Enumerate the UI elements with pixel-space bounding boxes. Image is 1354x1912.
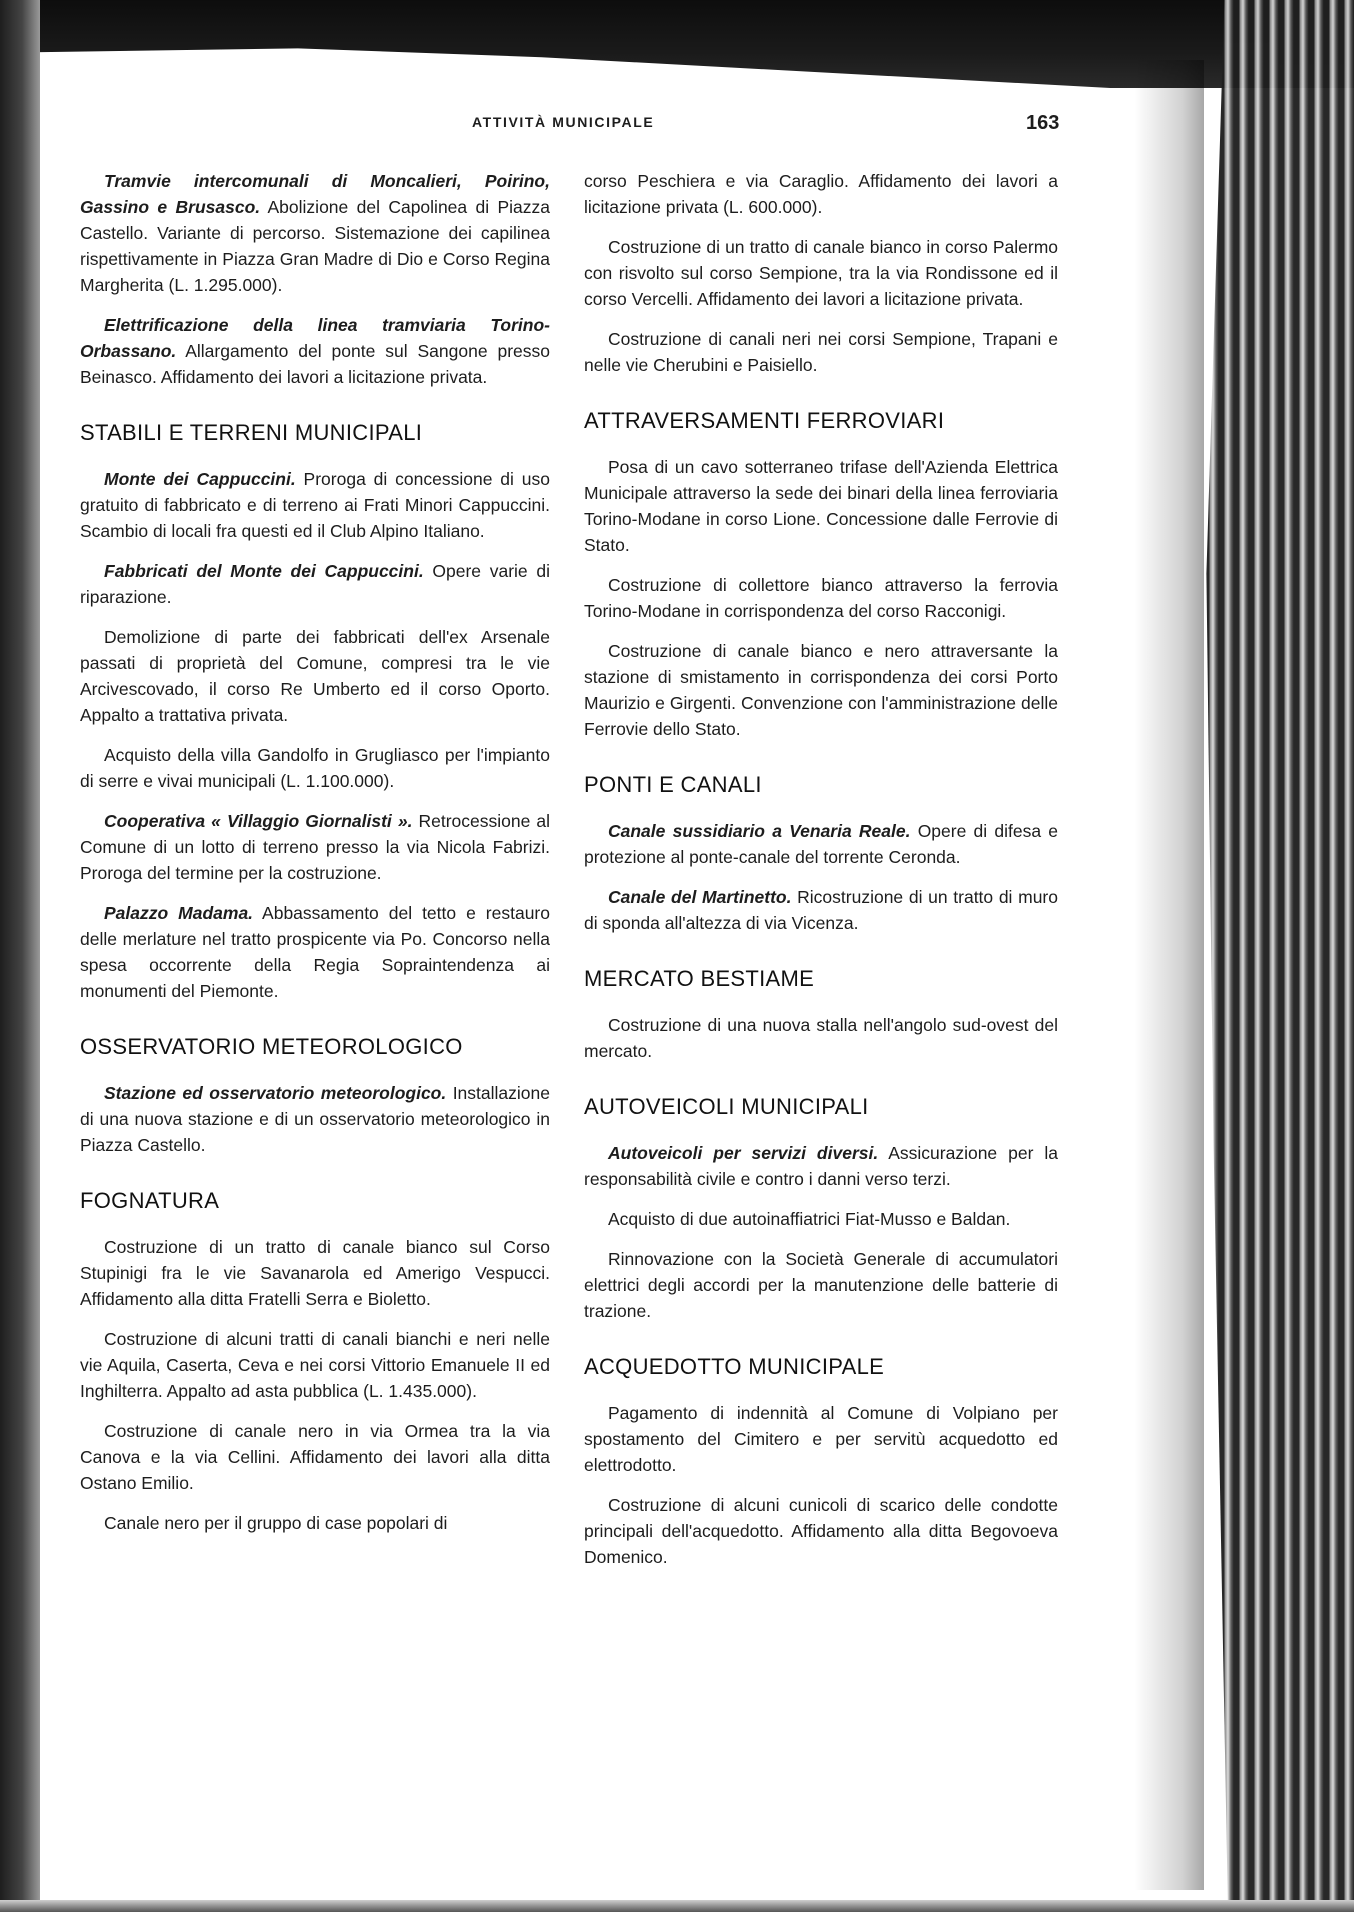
paragraph: Acquisto di due autoinaffiatrici Fiat-Musso e Baldan.: [608, 1209, 1011, 1229]
paragraph: Acquisto della villa Gandolfo in Grugliasco per l'impianto di serre e vivai municipali (L. 1.100.000).: [80, 745, 550, 791]
entry-text: Proroga di concessione di uso gratuito di fabbricato e di terreno ai Frati Minori Cappuccini. Scambio di locali fra questi ed il Club Alpino Italiano.: [80, 469, 550, 541]
paragraph: Costruzione di alcuni tratti di canali bianchi e neri nelle vie Aquila, Caserta, Ceva e nei corsi Vittorio Emanuele II ed Inghilterra. Appalto ad asta pubblica (L. 1.435.000).: [80, 1329, 550, 1401]
paragraph: [80, 558, 550, 610]
paragraph: [80, 168, 550, 298]
paragraph: Rinnovazione con la Società Generale di accumulatori elettrici degli accordi per la manutenzione delle batterie di trazione.: [584, 1249, 1058, 1321]
paragraph: Costruzione di alcuni cunicoli di scarico delle condotte principali dell'acquedotto. Affidamento alla ditta Begovoeva Domenico.: [584, 1495, 1058, 1567]
entry-title: Elettrificazione della linea tramviaria Torino-Orbassano.: [80, 315, 550, 361]
entry-title: Palazzo Madama.: [104, 903, 254, 923]
paragraph: [584, 1140, 1058, 1192]
paragraph: [584, 818, 1058, 870]
paragraph: [80, 900, 550, 1004]
paragraph: [80, 312, 550, 390]
paragraph: corso Peschiera e via Caraglio. Affidamento dei lavori a licitazione privata (L. 600.000).: [584, 171, 1058, 217]
entry-text: Abolizione del Capolinea di Piazza Castello. Variante di percorso. Sistemazione dei capilinea rispettivamente in Piazza Gran Madre di Dio e Corso Regina Margherita (L. 1.295.000).: [80, 197, 550, 295]
section-heading-fognatura: FOGNATURA: [80, 1188, 220, 1213]
entry-title: Fabbricati del Monte dei Cappuccini.: [104, 561, 424, 581]
left-column: [80, 168, 550, 1550]
entry-title: Monte dei Cappuccini.: [104, 469, 296, 489]
section-heading-osservatorio: OSSERVATORIO METEOROLOGICO: [80, 1034, 463, 1059]
entry-text: Retrocessione al Comune di un lotto di terreno presso la via Nicola Fabrizi. Proroga del termine per la costruzione.: [80, 811, 550, 883]
paragraph: Costruzione di canale bianco e nero attraversante la stazione di smistamento in corrispondenza dei corsi Porto Maurizio e Girgenti. Convenzione con l'amministrazione delle Ferrovie dello Stato.: [584, 641, 1058, 739]
paragraph: Costruzione di canali neri nei corsi Sempione, Trapani e nelle vie Cherubini e Paisiello.: [584, 329, 1058, 375]
section-heading-stabili: STABILI E TERRENI MUNICIPALI: [80, 420, 423, 445]
entry-text: Assicurazione per la responsabilità civile e contro i danni verso terzi.: [584, 1143, 1058, 1189]
paragraph: Costruzione di un tratto di canale bianco sul Corso Stupinigi fra le vie Savanarola ed Amerigo Vespucci. Affidamento alla ditta Fratelli Serra e Bioletto.: [80, 1237, 550, 1309]
entry-title: Canale del Martinetto.: [608, 887, 792, 907]
section-heading-ponti: PONTI E CANALI: [584, 772, 762, 797]
page-gutter-shadow: [1134, 60, 1204, 1890]
entry-text: Installazione di una nuova stazione e di un osservatorio meteorologico in Piazza Castello.: [80, 1083, 550, 1155]
entry-text: Ricostruzione di un tratto di muro di sponda all'altezza di via Vicenza.: [584, 887, 1058, 933]
paragraph: Costruzione di canale nero in via Ormea tra la via Canova e la via Cellini. Affidamento dei lavori alla ditta Ostano Emilio.: [80, 1421, 550, 1493]
section-heading-acquedotto: ACQUEDOTTO MUNICIPALE: [584, 1354, 885, 1379]
paragraph: Posa di un cavo sotterraneo trifase dell'Azienda Elettrica Municipale attraverso la sede dei binari della linea ferroviaria Torino-Modane in corso Lione. Concessione dalle Ferrovie di Stato.: [584, 457, 1058, 555]
entry-title: Stazione ed osservatorio meteorologico.: [104, 1083, 447, 1103]
paragraph: [80, 1080, 550, 1158]
paragraph: [80, 808, 550, 886]
paragraph: Canale nero per il gruppo di case popolari di: [104, 1513, 448, 1533]
section-heading-autoveicoli: AUTOVEICOLI MUNICIPALI: [584, 1094, 869, 1119]
running-header: [0, 112, 1354, 136]
paragraph: Demolizione di parte dei fabbricati dell'ex Arsenale passati di proprietà del Comune, compresi tra le vie Arcivescovado, il corso Re Umberto ed il corso Oporto. Appalto a trattativa privata.: [80, 627, 550, 725]
section-heading-mercato: MERCATO BESTIAME: [584, 966, 815, 991]
scan-left-border: [0, 0, 40, 1912]
paragraph: Costruzione di un tratto di canale bianco in corso Palermo con risvolto sul corso Sempione, tra la via Rondissone ed il corso Vercelli. Affidamento dei lavori a licitazione privata.: [584, 237, 1058, 309]
entry-text: Abbassamento del tetto e restauro delle merlature nel tratto prospicente via Po. Concorso nella spesa occorrente della Regia Sopraintendenza ai monumenti del Piemonte.: [80, 903, 550, 1001]
entry-text: Opere di difesa e protezione al ponte-canale del torrente Ceronda.: [584, 821, 1058, 867]
page-number: 163: [1026, 112, 1060, 134]
paragraph: Pagamento di indennità al Comune di Volpiano per spostamento del Cimitero e per servitù acquedotto ed elettrodotto.: [584, 1403, 1058, 1475]
entry-title: Tramvie intercomunali di Moncalieri, Poirino, Gassino e Brusasco.: [80, 171, 550, 217]
paragraph: Costruzione di una nuova stalla nell'angolo sud-ovest del mercato.: [584, 1015, 1058, 1061]
paragraph: Costruzione di collettore bianco attraverso la ferrovia Torino-Modane in corrispondenza del corso Racconigi.: [584, 575, 1058, 621]
section-heading-attraversamenti: ATTRAVERSAMENTI FERROVIARI: [584, 408, 945, 433]
right-column: [584, 168, 1058, 1584]
entry-text: Allargamento del ponte sul Sangone presso Beinasco. Affidamento dei lavori a licitazione privata.: [80, 341, 550, 387]
entry-title: Canale sussidiario a Venaria Reale.: [608, 821, 911, 841]
entry-text: Opere varie di riparazione.: [80, 561, 550, 607]
entry-title: Cooperativa « Villaggio Giornalisti ».: [104, 811, 413, 831]
running-title: ATTIVITÀ MUNICIPALE: [472, 114, 655, 130]
paragraph: [80, 466, 550, 544]
scan-bottom-border: [0, 1900, 1354, 1912]
entry-title: Autoveicoli per servizi diversi.: [608, 1143, 879, 1163]
paragraph: [584, 884, 1058, 936]
